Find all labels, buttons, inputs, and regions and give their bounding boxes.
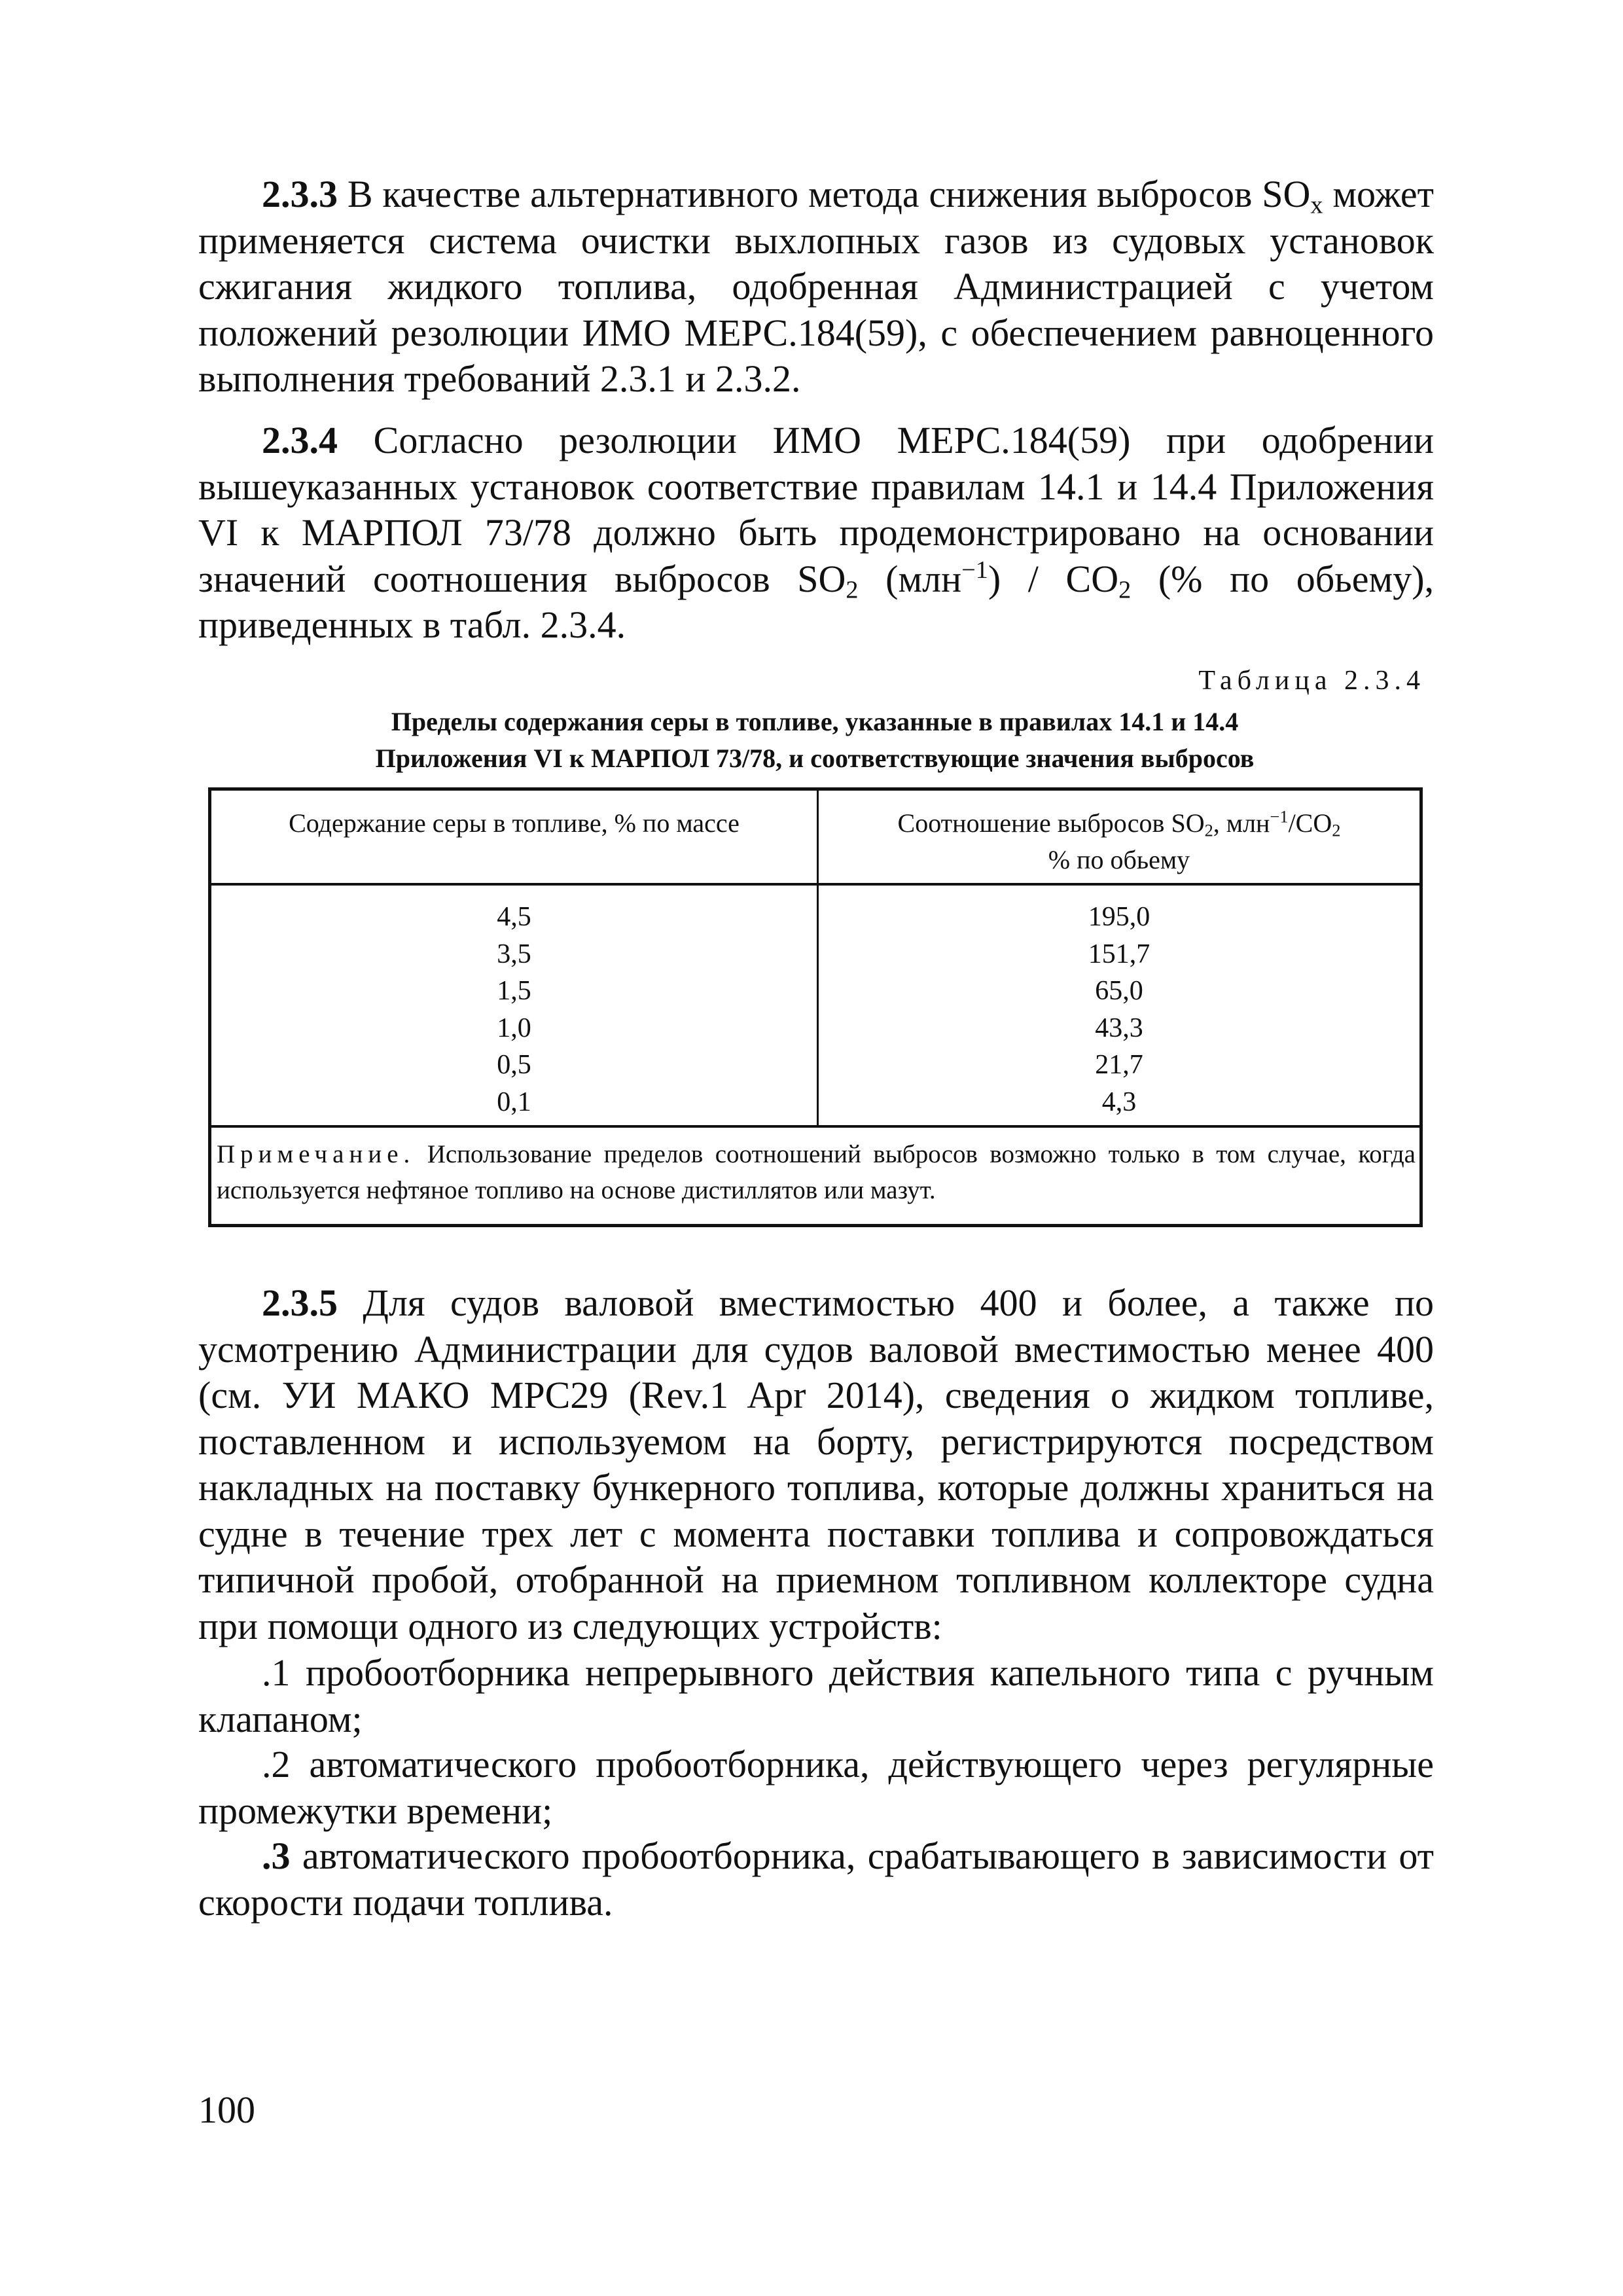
table-cell-ratio: 65,0 bbox=[1095, 976, 1143, 1006]
note-text: Использование пределов соотношений выбросов возможно только в том случае, когда используется нефтяное топливо на основе дистиллятов или мазут. bbox=[217, 1140, 1416, 1204]
page-number: 100 bbox=[198, 2089, 255, 2131]
list-item-text: автоматического пробоотборника, действующего через регулярные промежутки времени; bbox=[198, 1743, 1434, 1832]
table-caption-line: Пределы содержания серы в топливе, указанные в правилах 14.1 и 14.4 bbox=[391, 707, 1239, 736]
table-cell-sulfur: 1,0 bbox=[497, 1013, 531, 1043]
list-item-text: автоматического пробоотборника, срабатывающего в зависимости от скорости подачи топлива. bbox=[198, 1835, 1434, 1924]
header-emission-ratio-line1 bbox=[819, 805, 1419, 842]
paragraph-text: может применяется система очистки выхлопных газов из судовых установок сжигания жидкого топлива, одобренная Администрацией с учетом положений резолюции ИМО МЕРС.184(59), с обеспечением равноценного выполнения требований 2.3.1 и 2.3.2. bbox=[198, 173, 1434, 400]
table-cell-sulfur: 3,5 bbox=[497, 939, 531, 969]
table-cell-sulfur: 4,5 bbox=[497, 902, 531, 932]
list-item-text: пробоотборника непрерывного действия капельного типа с ручным клапаном; bbox=[198, 1651, 1434, 1740]
table-cell-ratio: 43,3 bbox=[1095, 1013, 1143, 1043]
section-number: 2.3.4 bbox=[262, 419, 338, 461]
superscript: −1 bbox=[1270, 806, 1289, 827]
paragraph-text: В качестве альтернативного метода снижения выбросов SO bbox=[338, 173, 1311, 215]
table-cell-ratio: 151,7 bbox=[1088, 939, 1150, 969]
list-item bbox=[198, 1650, 1434, 1742]
paragraph-text: ) / CO bbox=[988, 557, 1119, 600]
section-number: 2.3.5 bbox=[262, 1282, 338, 1324]
paragraph-2-3-3 bbox=[198, 171, 1434, 403]
header-sulfur-content: Содержание серы в топливе, % по массе bbox=[289, 808, 740, 838]
table-cell-sulfur: 0,5 bbox=[497, 1050, 531, 1080]
paragraph-text: (% по обьему), приведенных в табл. 2.3.4. bbox=[198, 557, 1435, 646]
superscript: −1 bbox=[961, 556, 988, 584]
header-text: /CO bbox=[1288, 808, 1332, 838]
sulfur-emissions-table bbox=[208, 787, 1423, 1227]
note-label: Примечание. bbox=[217, 1140, 416, 1168]
subscript: 2 bbox=[1118, 576, 1132, 604]
header-emission-ratio bbox=[819, 805, 1419, 878]
paragraph-text: Согласно резолюции ИМО МЕРС.184(59) при одобрении вышеуказанных установок соответствие правилам 14.1 и 14.4 Приложения VI к МАРПОЛ 73/78 должно быть продемонстрировано на основании значений соотношения выбросов SO bbox=[198, 419, 1434, 600]
paragraph-text: Для судов валовой вместимостью 400 и более, а также по усмотрению Администрации для судов валовой вместимостью менее 400 (см. УИ МАКО MPC29 (Rev.1 Apr 2014), сведения о жидком топливе, поставленном и используемом на борту, регистрируются посредством накладных на поставку бункерного топлива, которые должны храниться на судне в течение трех лет с момента поставки топлива и сопровождаться типичной пробой, отобранной на приемном топливном коллекторе судна при помощи одного из следующих устройств: bbox=[198, 1282, 1434, 1647]
header-emission-ratio-line2: % по обьему bbox=[1048, 845, 1190, 874]
list-marker: .1 bbox=[262, 1651, 291, 1694]
paragraph-2-3-5 bbox=[198, 1280, 1434, 1649]
ratio-values-column bbox=[819, 899, 1419, 1121]
table-body bbox=[211, 886, 1419, 1128]
sulfur-values-column bbox=[211, 899, 817, 1121]
table-cell-sulfur: 1,5 bbox=[497, 976, 531, 1006]
list-item bbox=[198, 1833, 1434, 1926]
table-cell-ratio: 21,7 bbox=[1095, 1050, 1143, 1080]
table-cell-ratio: 195,0 bbox=[1088, 902, 1150, 932]
paragraph-2-3-4 bbox=[198, 418, 1434, 649]
subscript: 2 bbox=[846, 576, 859, 604]
subscript: x bbox=[1310, 191, 1323, 219]
section-number: 2.3.3 bbox=[262, 173, 338, 215]
table-cell-sulfur: 0,1 bbox=[497, 1086, 531, 1117]
header-text: Соотношение выбросов SO bbox=[897, 808, 1205, 838]
table-caption bbox=[196, 704, 1433, 777]
table-header-row bbox=[211, 791, 1419, 886]
table-label: Таблица 2.3.4 bbox=[1198, 666, 1425, 696]
list-item bbox=[198, 1742, 1434, 1834]
list-marker: .3 bbox=[262, 1835, 291, 1877]
subscript: 2 bbox=[1204, 820, 1213, 840]
table-note bbox=[217, 1136, 1416, 1208]
list-marker: .2 bbox=[262, 1743, 291, 1785]
subscript: 2 bbox=[1332, 820, 1341, 840]
paragraph-text: (млн bbox=[858, 557, 962, 600]
table-cell-ratio: 4,3 bbox=[1101, 1086, 1137, 1117]
table-caption-line: Приложения VI к МАРПОЛ 73/78, и соответствующие значения выбросов bbox=[375, 744, 1255, 773]
header-text: , млн bbox=[1213, 808, 1270, 838]
